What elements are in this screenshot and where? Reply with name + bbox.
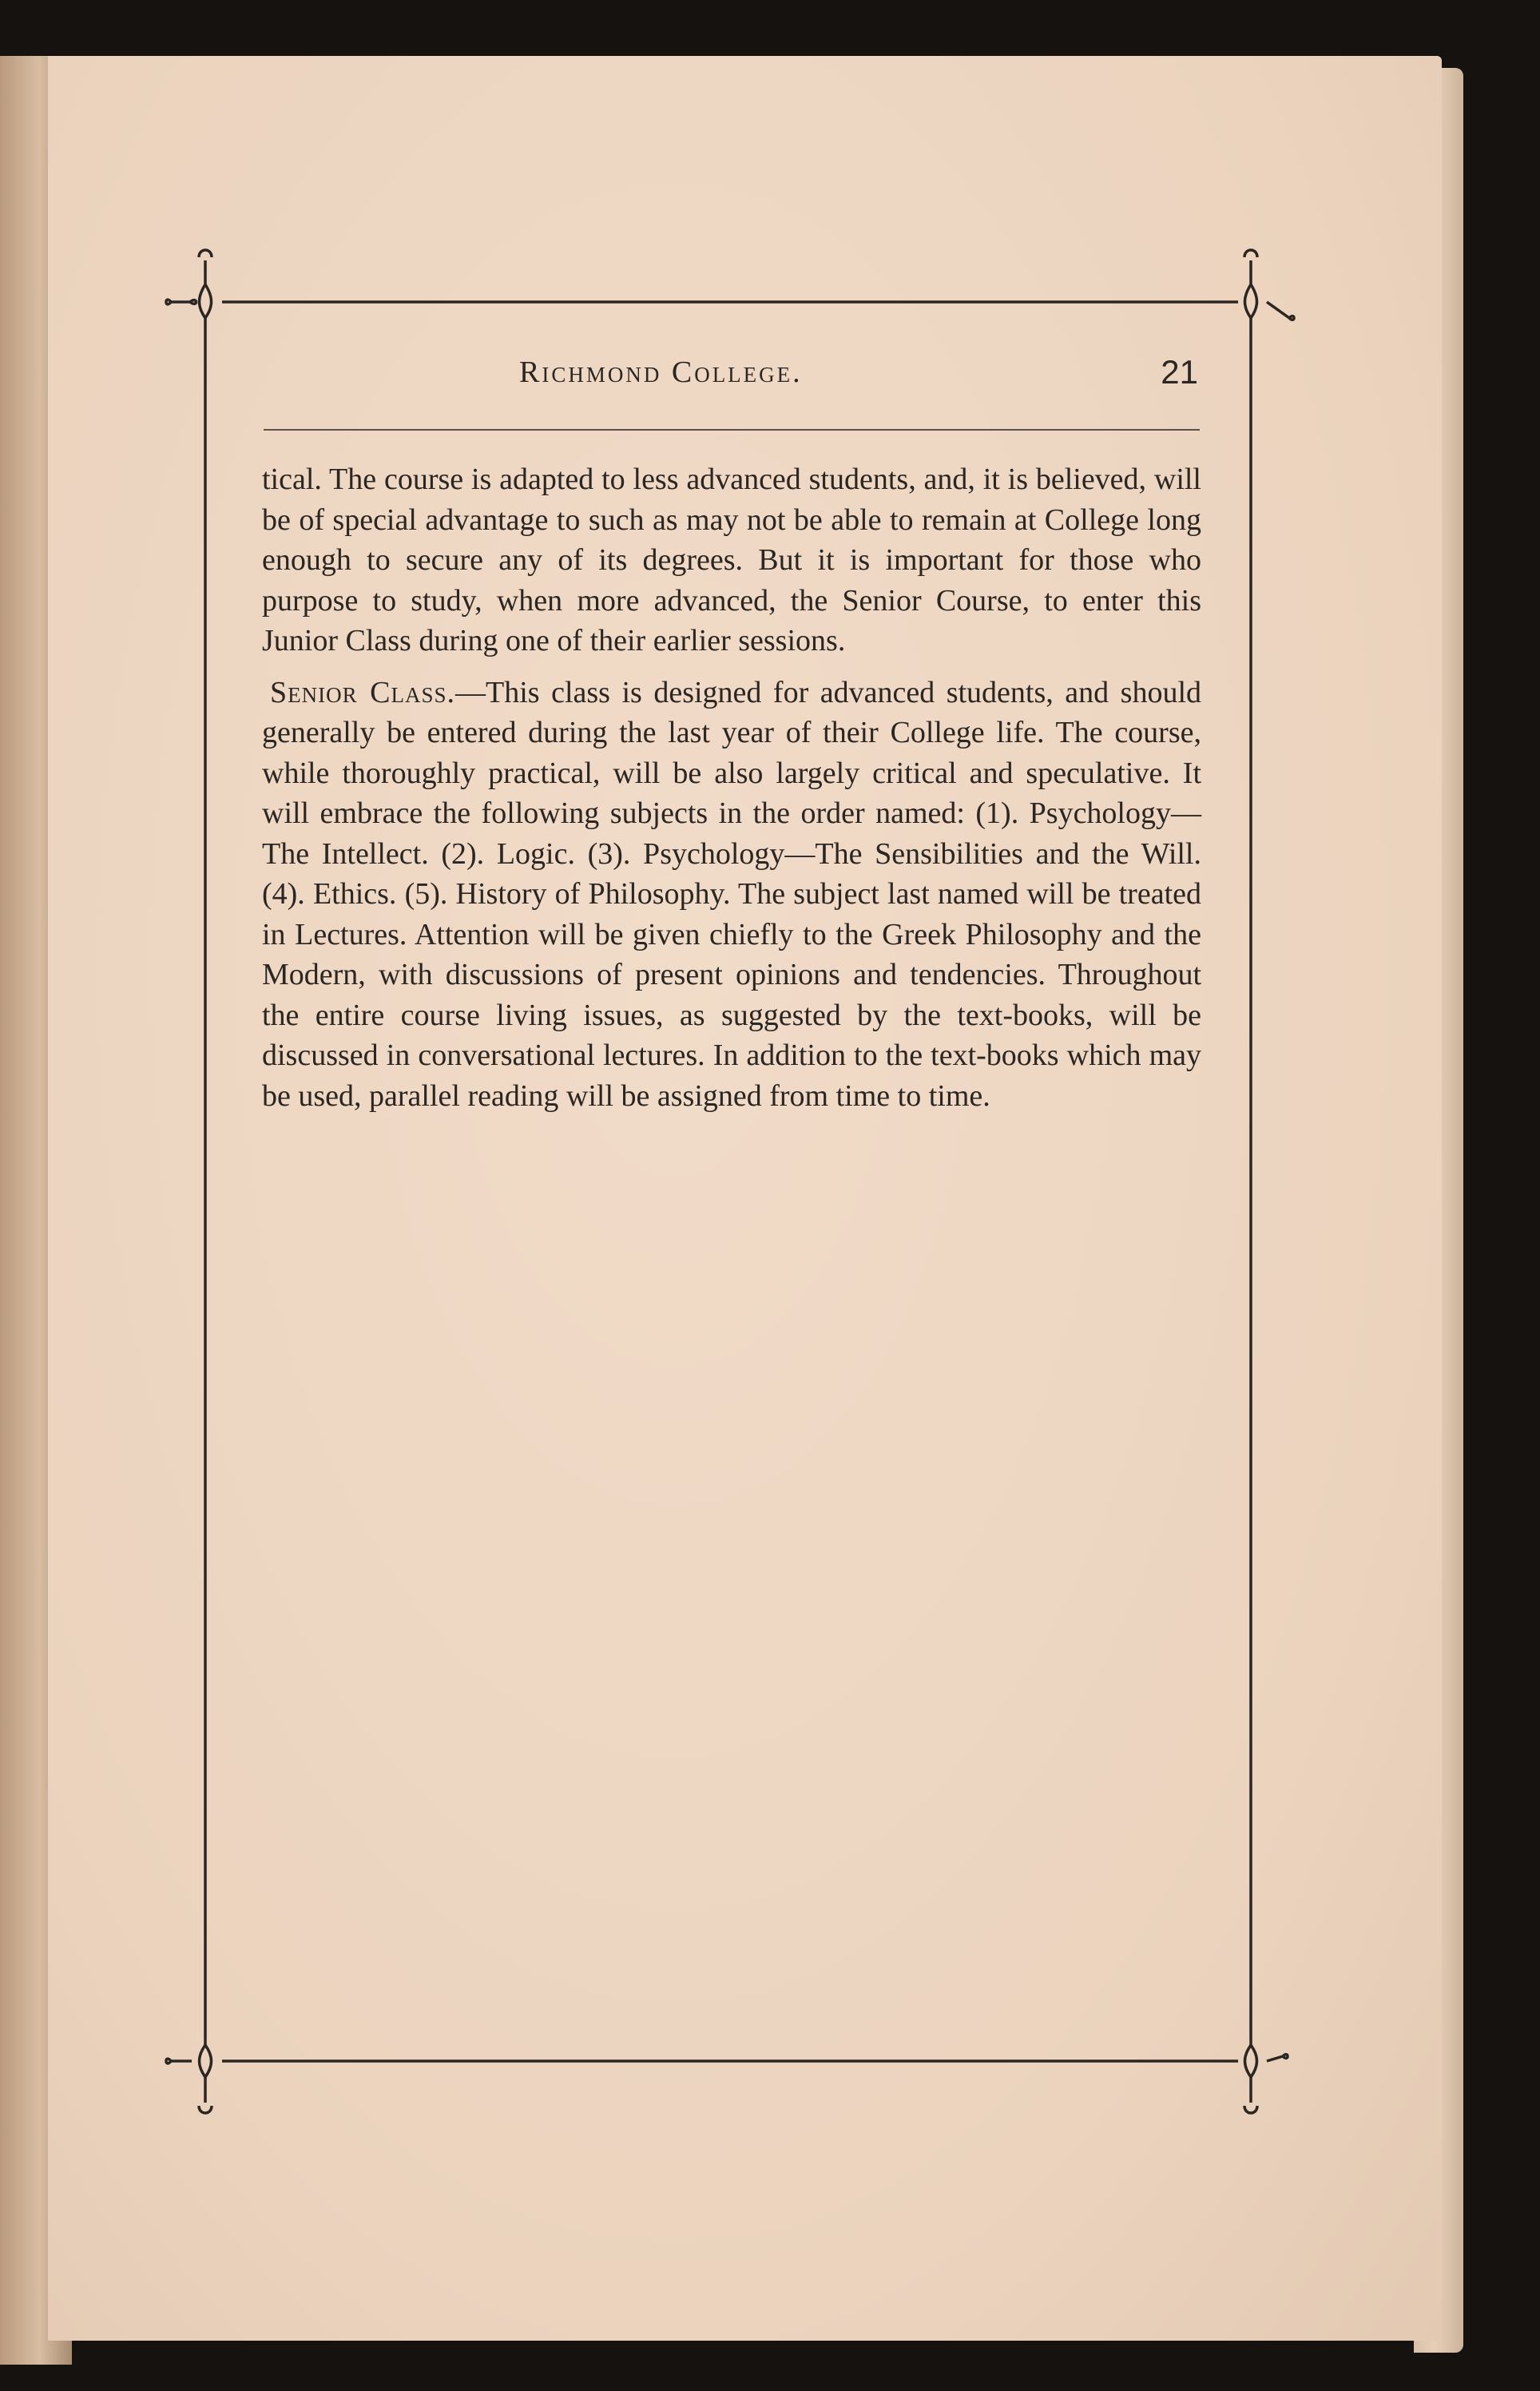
paragraph <box>262 673 1201 1117</box>
body-text <box>262 459 1201 1116</box>
paragraph-text: —This class is designed for advanced students, and should generally be entered during the last year of their College life. The course, while thoroughly practical, will be also largely critical and speculative. It will embrace the following subjects in the order named: (1). Psychology—The Intellect. (2). Logic. (3). Psychology—The Sensibilities and the Will. (4). Ethics. (5). History of Philosophy. The subject last named will be treated in Lectures. Attention will be given chiefly to the Greek Philosophy and the Modern, with discussions of present opinions and tendencies. Throughout the entire course living issues, as suggested by the text-books, will be discussed in conversational lectures. In addition to the text-books which may be used, parallel reading will be assigned from time to time. <box>262 675 1202 1113</box>
page-header <box>264 352 1198 407</box>
corner-ornament-bottom-left <box>166 2045 212 2113</box>
paragraph: tical. The course is adapted to less advanced students, and, it is believed, will be of special advantage to such as may not be able to remain at College long enough to secure any of its degrees. But it is important for those who purpose to study, when more advanced, the Senior Course, to enter this Junior Class during one of their earlier sessions. <box>262 463 1201 657</box>
corner-ornament-top-right <box>1244 250 1294 320</box>
corner-ornament-bottom-right <box>1244 2045 1288 2113</box>
corner-ornament-top-left <box>166 250 212 318</box>
section-heading: Senior Class. <box>270 675 456 709</box>
running-title: Richmond College. <box>519 355 803 389</box>
page-number: 21 <box>1161 353 1198 391</box>
header-rule <box>264 429 1200 431</box>
